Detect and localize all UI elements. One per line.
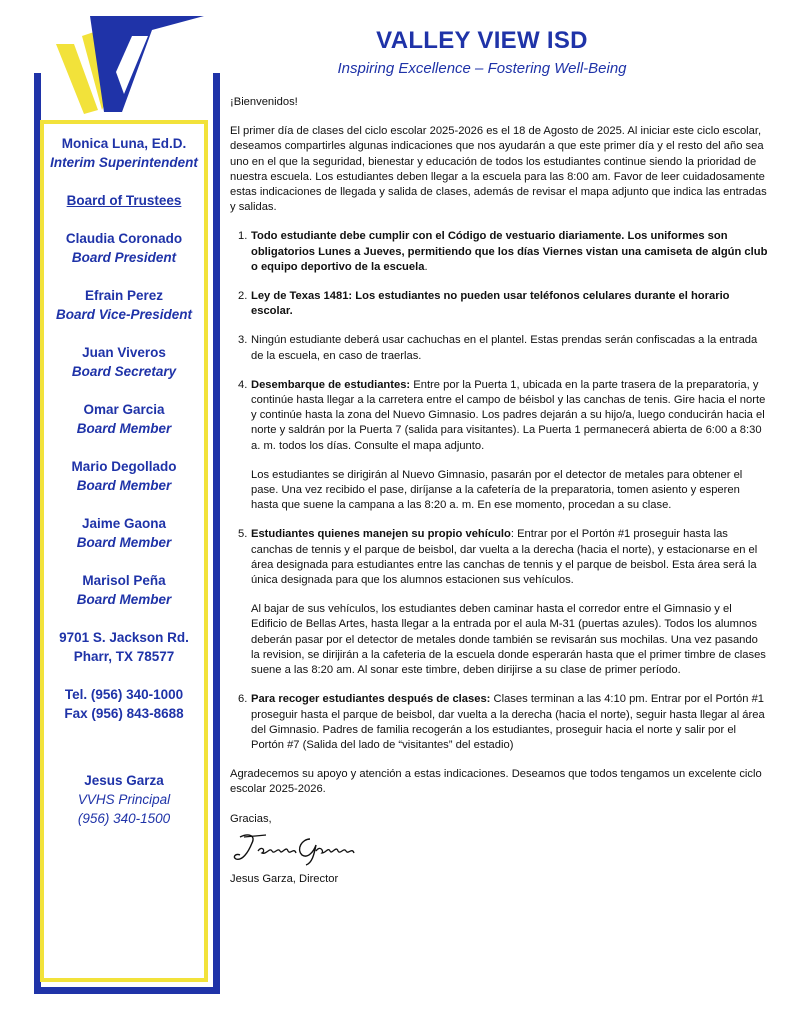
fax: Fax (956) 843-8688 bbox=[64, 706, 184, 721]
list-item bbox=[230, 692, 768, 753]
address-line-2: Pharr, TX 78577 bbox=[73, 649, 175, 664]
board-member bbox=[44, 514, 204, 552]
item-number: 4. bbox=[238, 378, 248, 391]
thanks-paragraph: Agradecemos su apoyo y atención a estas indicaciones. Deseamos que todos tengamos un excelente ciclo escolar 2025-2026. bbox=[230, 768, 762, 796]
item-number: 2. bbox=[238, 290, 248, 303]
member-role: Board Vice-President bbox=[55, 307, 193, 322]
item-number: 1. bbox=[238, 230, 248, 243]
signature bbox=[230, 829, 370, 867]
member-role: Board President bbox=[71, 250, 177, 265]
member-name: Jaime Gaona bbox=[81, 516, 167, 531]
letter-body bbox=[230, 95, 768, 901]
item-number: 6. bbox=[238, 693, 248, 706]
signer: Jesus Garza, Director bbox=[230, 872, 339, 885]
board-member bbox=[44, 571, 204, 609]
letterhead bbox=[232, 26, 732, 78]
member-name: Mario Degollado bbox=[71, 459, 177, 474]
member-name: Juan Viveros bbox=[82, 345, 166, 360]
member-name: Marisol Peña bbox=[82, 573, 166, 588]
member-name: Claudia Coronado bbox=[65, 231, 183, 246]
district-address bbox=[44, 628, 204, 666]
superintendent-role: Interim Superintendent bbox=[50, 155, 198, 170]
item-bold: Ley de Texas 1481: Los estudiantes no pueden usar teléfonos celulares durante el horario escolar. bbox=[251, 290, 730, 318]
item-text: Entre por la Puerta 1, ubicada en la parte trasera de la preparatoria, y continúe hasta llegar a la carretera entre el campo de béisbol y las canchas de tenis. Gire hacia el norte y continúe hasta la zona del Nuevo Gimnasio. Los padres dejarán a su hijo/a, luego conducirán hacia el norte y saldrán por la Puerta 7 (salida para visitantes). La Puerta 1 permanecerá abierta de 6:00 a 8:30 a. m. todos los días. Consulte el mapa adjunto. bbox=[251, 378, 766, 452]
board-member bbox=[44, 286, 204, 324]
district-logo bbox=[52, 14, 204, 118]
item-extra: Al bajar de sus vehículos, los estudiantes deben caminar hasta el corredor entre el Gimnasio y el Edificio de Bellas Artes, hasta llegar a la entrada por el aula M-31 (puertas azules). Todos los alumnos deberán pasar por el detector de metales donde también se revisarán sus mochilas. Una vez pasando la revision, se dirijirán a la cafeteria de la escuela donde esperarán hasta que el primer timbre de clases suene a las 8:20 am. Al sonar este timbre, deben dirijirse a su clase de primer período. bbox=[251, 603, 766, 677]
list-item bbox=[230, 289, 768, 319]
list-item bbox=[230, 333, 768, 363]
superintendent-block bbox=[44, 134, 204, 172]
item-text: : Entrar por el Portón #1 proseguir hasta las canchas de tennis y el parque de beisbol, dar vuelta a la derecha (hacia el norte), y estacionarse en el área designada para estudiantes entre las canchas de tennis y el parque de beisbol. Esta área será la única designada para que los alumnos estacionen sus vehículos. bbox=[251, 528, 758, 587]
board-heading: Board of Trustees bbox=[66, 193, 182, 208]
item-bold: Para recoger estudiantes después de clases: bbox=[251, 693, 491, 706]
member-role: Board Member bbox=[76, 478, 172, 493]
item-number: 3. bbox=[238, 334, 248, 347]
item-number: 5. bbox=[238, 528, 248, 541]
item-text: Clases terminan a las 4:10 pm. Entrar por el Portón #1 proseguir hasta el parque de beisbol, dar vuelta a la derecha (hacia el norte), seguir hasta llegar al área del Gimnasio. Padres de familia recogerán a los estudiantes, proseguir hacia el norte y salir por el Portón #7 (Salida del lado de “visitantes” del estadio) bbox=[251, 693, 765, 751]
telephone: Tel. (956) 340-1000 bbox=[64, 687, 184, 702]
member-role: Board Member bbox=[76, 592, 172, 607]
district-tagline: Inspiring Excellence – Fostering Well-Being bbox=[337, 60, 627, 77]
item-extra: Los estudiantes se dirigirán al Nuevo Gimnasio, pasarán por el detector de metales para obtener el pase. Una vez recibido el pase, diríjanse a la cafetería de la preparatoria, tomen asiento y esperen hasta que suene la campana a las 8:20 a. m. En ese momento, procedan a su clase. bbox=[251, 468, 743, 512]
item-text: . bbox=[424, 260, 428, 273]
list-item bbox=[230, 229, 768, 275]
member-role: Board Secretary bbox=[71, 364, 177, 379]
logo-blue-v bbox=[90, 16, 204, 112]
greeting: ¡Bienvenidos! bbox=[230, 96, 298, 108]
list-item bbox=[230, 378, 768, 514]
board-member bbox=[44, 457, 204, 495]
district-phones bbox=[44, 685, 204, 723]
item-text: Ningún estudiante deberá usar cachuchas en el plantel. Estas prendas serán confiscadas a la entrada de la escuela, en caso de traerlas. bbox=[251, 334, 758, 362]
instructions-list bbox=[230, 229, 768, 753]
board-member bbox=[44, 400, 204, 438]
member-name: Omar Garcia bbox=[83, 402, 165, 417]
intro-paragraph: El primer día de clases del ciclo escolar 2025-2026 es el 18 de Agosto de 2025. Al iniciar este ciclo escolar, deseamos compartirles algunas indicaciones que nos ayudarán a que este primer día y el resto del año sea uno en el que la seguridad, bienestar y educación de todos los estudiantes continue siendo la prioridad de nuestra escuela. Los estudiantes deben llegar a la escuela para las 8:00 am. Favor de leer cuidadosamente estas indicaciones de llegada y salida de clases, además de revisar el mapa adjunto que indica las entradas y salidas. bbox=[230, 125, 767, 214]
item-bold: Desembarque de estudiantes: bbox=[251, 378, 411, 391]
district-name: VALLEY VIEW ISD bbox=[376, 27, 588, 54]
member-role: Board Member bbox=[76, 535, 172, 550]
principal-phone: (956) 340-1500 bbox=[77, 811, 171, 826]
principal-block bbox=[44, 771, 204, 828]
closing: Gracias, bbox=[230, 812, 272, 825]
list-item bbox=[230, 527, 768, 678]
sidebar-frame-bottom bbox=[34, 987, 220, 994]
sidebar bbox=[40, 120, 208, 982]
sidebar-frame-right bbox=[213, 73, 220, 993]
item-bold: Estudiantes quienes manejen su propio vehículo bbox=[251, 528, 511, 541]
principal-name: Jesus Garza bbox=[84, 773, 164, 788]
member-role: Board Member bbox=[76, 421, 172, 436]
principal-role: VVHS Principal bbox=[77, 792, 171, 807]
address-line-1: 9701 S. Jackson Rd. bbox=[59, 630, 189, 645]
superintendent-name: Monica Luna, Ed.D. bbox=[61, 136, 187, 151]
member-name: Efrain Perez bbox=[84, 288, 164, 303]
board-member bbox=[44, 229, 204, 267]
board-member bbox=[44, 343, 204, 381]
item-bold: Todo estudiante debe cumplir con el Código de vestuario diariamente. Los uniformes son obligatorios Lunes a Jueves, permitiendo que los días Viernes vistan una camiseta de algún club o equipo deportivo de la escuela bbox=[251, 230, 768, 273]
